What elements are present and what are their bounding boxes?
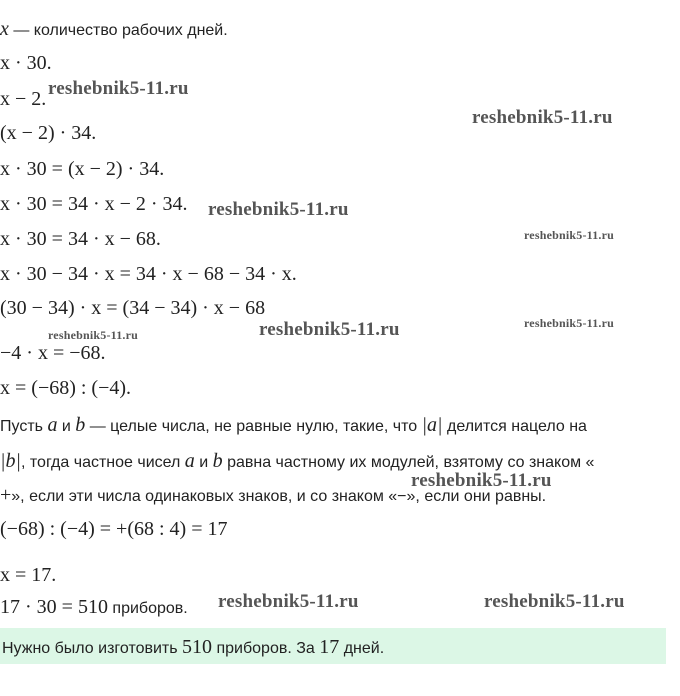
line-equation-1: x · 30 = (x − 2) · 34. [0,158,165,180]
line-calculation: (−68) : (−4) = +(68 : 4) = 17 [0,518,228,540]
rule-line-3: +», если эти числа одинаковых знаков, и со знаком «−», если они равны. [0,484,547,506]
watermark: reshebnik5-11.ru [524,228,614,242]
watermark: reshebnik5-11.ru [48,78,189,99]
line-total-devices: 17 · 30 = 510 приборов. [0,596,188,618]
line-equation-6: −4 · x = −68. [0,342,106,364]
definition-text: — количество рабочих дней. [8,22,228,39]
watermark: reshebnik5-11.ru [208,199,349,220]
rule-line-2: |b|, тогда частное чисел a и b равна частному их модулей, взятому со знаком « [0,450,595,472]
line-equation-5: (30 − 34) · x = (34 − 34) · x − 68 [0,297,266,319]
line-expression-1: x · 30. [0,52,52,74]
line-equation-2: x · 30 = 34 · x − 2 · 34. [0,193,188,215]
line-variable-definition [0,18,228,41]
line-equation-3: x · 30 = 34 · x − 68. [0,228,161,250]
line-equation-7: x = (−68) : (−4). [0,377,132,399]
answer-box [0,628,666,664]
rule-line-1: Пусть a и b — целые числа, не равные нулю, такие, что |a| делится нацело на [0,414,587,436]
line-expression-3: (x − 2) · 34. [0,122,97,144]
watermark: reshebnik5-11.ru [484,591,625,612]
watermark: reshebnik5-11.ru [524,316,614,330]
answer-text: Нужно было изготовить 510 приборов. За 17 дней. [2,636,385,658]
line-equation-4: x · 30 − 34 · x = 34 · x − 68 − 34 · x. [0,263,297,285]
var-x: x [0,18,9,40]
watermark: reshebnik5-11.ru [472,107,613,128]
line-solution: x = 17. [0,564,57,586]
watermark: reshebnik5-11.ru [218,591,359,612]
line-expression-2: x − 2. [0,88,47,110]
watermark: reshebnik5-11.ru [259,319,400,340]
watermark: reshebnik5-11.ru [411,470,552,491]
watermark: reshebnik5-11.ru [48,328,138,342]
